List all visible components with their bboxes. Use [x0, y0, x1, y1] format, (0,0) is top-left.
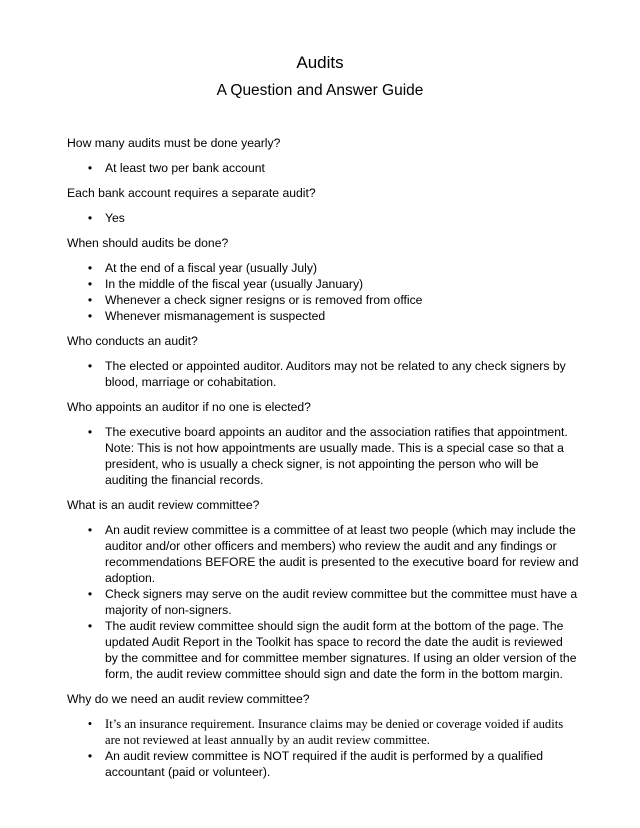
list-item [67, 276, 579, 292]
bullet-icon: • [87, 749, 93, 763]
list-item [67, 210, 579, 226]
bullet-icon: • [87, 261, 93, 275]
bullet-icon: • [87, 587, 93, 601]
qa-body [67, 135, 579, 789]
answer-list-7 [67, 716, 579, 780]
page-subtitle: A Question and Answer Guide [216, 82, 424, 99]
list-item [67, 358, 579, 390]
answer-text: The executive board appoints an auditor and the association ratifies that appointment. Note: This is not how appointments are usually made. This is a special case so that a president, who is usually a check signer, is not appointing the person who will be auditing the financial records. [105, 425, 568, 487]
answer-text: Yes [105, 211, 125, 225]
answer-text: It’s an insurance requirement. Insurance claims may be denied or coverage voided if audits are not reviewed at least annually by an audit review committee. [105, 717, 564, 747]
answer-list-3 [67, 260, 579, 324]
answer-list-2 [67, 210, 579, 226]
bullet-icon: • [87, 161, 93, 175]
answer-list-1 [67, 160, 579, 176]
answer-text: An audit review committee is a committee of at least two people (which may include the auditor and/or other officers and members) who review the audit and any findings or recommendations BEFORE the audit is presented to the executive board for review and adoption. [105, 523, 579, 585]
bullet-icon: • [87, 523, 93, 537]
list-item [67, 292, 579, 308]
answer-text: The elected or appointed auditor. Auditors may not be related to any check signers by blood, marriage or cohabitation. [105, 359, 566, 389]
page-title: Audits [296, 53, 344, 72]
answer-text: In the middle of the fiscal year (usually January) [105, 277, 364, 291]
list-item [67, 522, 579, 586]
answer-text: At the end of a fiscal year (usually July) [105, 261, 318, 275]
list-item [67, 748, 579, 780]
question-2: Each bank account requires a separate audit? [67, 186, 316, 200]
answer-text: An audit review committee is NOT required if the audit is performed by a qualified accountant (paid or volunteer). [105, 749, 544, 779]
bullet-icon: • [87, 425, 93, 439]
answer-text: Whenever mismanagement is suspected [105, 309, 326, 323]
answer-text: Check signers may serve on the audit review committee but the committee must have a majority of non-signers. [105, 587, 578, 617]
answer-text: Whenever a check signer resigns or is removed from office [105, 293, 423, 307]
bullet-icon: • [87, 717, 93, 731]
bullet-icon: • [87, 359, 93, 373]
bullet-icon: • [87, 619, 93, 633]
question-7: Why do we need an audit review committee? [67, 692, 310, 706]
answer-list-6 [67, 522, 579, 682]
bullet-icon: • [87, 293, 93, 307]
bullet-icon: • [87, 309, 93, 323]
list-item [67, 260, 579, 276]
list-item [67, 308, 579, 324]
answer-list-5 [67, 424, 579, 488]
question-6: What is an audit review committee? [67, 498, 260, 512]
question-3: When should audits be done? [67, 236, 229, 250]
question-4: Who conducts an audit? [67, 334, 198, 348]
bullet-icon: • [87, 277, 93, 291]
list-item [67, 160, 579, 176]
question-5: Who appoints an auditor if no one is elected? [67, 400, 311, 414]
answer-text: At least two per bank account [105, 161, 265, 175]
list-item [67, 716, 579, 748]
list-item [67, 586, 579, 618]
answer-list-4 [67, 358, 579, 390]
list-item [67, 424, 579, 488]
bullet-icon: • [87, 211, 93, 225]
answer-text: The audit review committee should sign the audit form at the bottom of the page. The updated Audit Report in the Toolkit has space to record the date the audit is reviewed by the committee and for committee member signatures. If using an older version of the form, the audit review committee should sign and date the form in the bottom margin. [105, 619, 577, 681]
question-1: How many audits must be done yearly? [67, 136, 281, 150]
list-item [67, 618, 579, 682]
